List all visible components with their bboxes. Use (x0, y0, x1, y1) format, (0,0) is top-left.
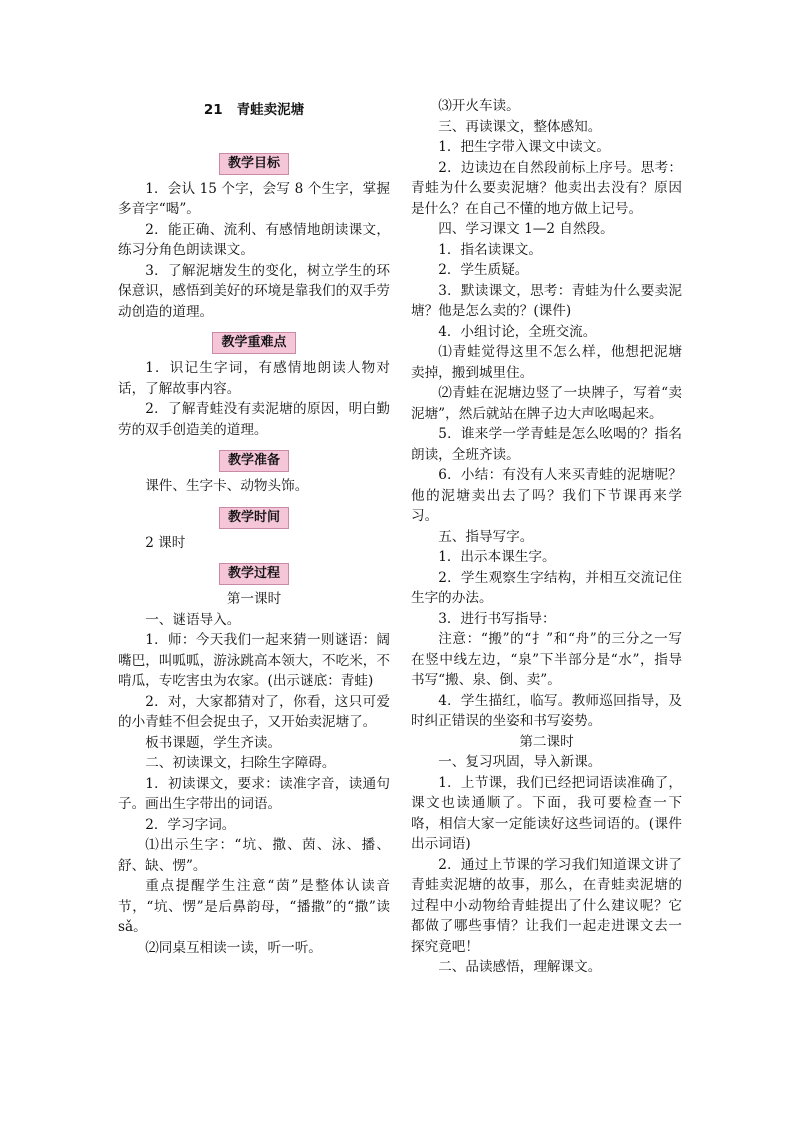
r-item-4: 2．边读边在自然段前标上序号。思考：青蛙为什么要卖泥塘？他卖出去没有？原因是什么？在自己不懂的地方做上记号。 (411, 159, 682, 217)
process-heading-row (118, 563, 390, 585)
r-item-17: 3．进行书写指导： (438, 610, 556, 627)
keypoint-1: 1．识记生字词，有感情地朗读人物对话，了解故事内容。 (118, 360, 390, 397)
step-2-item-1: 1．初读课文，要求：读准字音，读通句子。画出生字带出的词语。 (118, 775, 390, 812)
lesson-title-text: 青蛙卖泥塘 (236, 102, 305, 118)
step-2-item-2b: 重点提醒学生注意“茵”是整体认读音节，“坑、愣”是后鼻韵母，“播撒”的“撒”读 sǎ。 (118, 878, 390, 935)
keypoints-heading: 教学重难点 (212, 332, 295, 354)
keypoints-heading-row (118, 332, 390, 354)
r-item-6: 1．指名读课文。 (438, 241, 542, 258)
objective-3: 3．了解泥塘发生的变化，树立学生的环保意识，感悟到美好的环境是靠我们的双手劳动创造的道理。 (118, 262, 390, 320)
time-text: 2 课时 (145, 534, 186, 551)
r-item-19: 4．学生描红，临写。教师巡回指导，及时纠正错误的坐姿和书写姿势。 (411, 692, 682, 729)
preparation-heading: 教学准备 (219, 450, 289, 472)
step-1-item-1: 1．师：今天我们一起来猜一则谜语：阔嘴巴，叫呱呱，游泳跳高本领大，不吃米，不啃瓜，专吃害虫为农家。(出示谜底：青蛙) (118, 632, 390, 689)
r-step-4-heading: 四、学习课文 1—2 自然段。 (438, 221, 614, 237)
right-column (411, 96, 682, 978)
r-item-3: 1．把生字带入课文中读文。 (438, 139, 610, 155)
step-1-item-2: 2．对，大家都猜对了，你看，这只可爱的小青蛙不但会捉虫子，又开始卖泥塘了。 (118, 693, 390, 730)
r-item-21: 1．上节课，我们已经把词语读准确了，课文也读通顺了。下面，我可要检查一下咯，相信大家一定能读好这些词语的。(课件出示词语) (411, 774, 682, 852)
r-item-11: ⑵青蛙在泥塘边竖了一块牌子，写着“卖泥塘”，然后就站在牌子边大声吆喝起来。 (411, 385, 682, 422)
r-step-2-heading: 二、品读感悟，理解课文。 (438, 959, 602, 975)
step-2-item-2a: ⑴出示生字：“坑、撒、茵、泳、播、舒、缺、愣”。 (118, 837, 390, 874)
r-item-8: 3．默读课文，思考：青蛙为什么要卖泥塘？他是怎么卖的？(课件) (411, 282, 682, 319)
keypoint-2: 2．了解青蛙没有卖泥塘的原因，明白勤劳的双手创造美的道理。 (118, 401, 390, 438)
period-1-heading: 第一课时 (226, 591, 282, 607)
left-column (118, 96, 390, 958)
period-2-heading: 第二课时 (519, 733, 574, 750)
r-item-9: 4．小组讨论，全班交流。 (438, 323, 597, 340)
step-2-item-2: 2．学习字词。 (145, 816, 236, 833)
r-step-3-heading: 三、再读课文，整体感知。 (438, 118, 602, 135)
objectives-heading: 教学目标 (219, 153, 289, 175)
process-heading: 教学过程 (219, 563, 289, 585)
objectives-heading-row (118, 153, 390, 175)
preparation-heading-row (118, 450, 390, 472)
lesson-title (118, 100, 390, 121)
step-1-item-3: 板书课题，学生齐读。 (145, 734, 282, 751)
r-item-16: 2．学生观察生字结构，并相互交流记住生字的办法。 (411, 569, 682, 606)
r-item-15: 1．出示本课生字。 (438, 549, 556, 565)
step-2-heading: 二、初读课文，扫除生字障碍。 (145, 755, 336, 771)
time-heading: 教学时间 (219, 507, 289, 529)
r-step-1-heading: 一、复习巩固，导入新课。 (438, 754, 602, 770)
preparation-text: 课件、生字卡、动物头饰。 (145, 478, 309, 494)
r-item-7: 2．学生质疑。 (438, 262, 529, 278)
step-2-item-2c: ⑵同桌互相读一读，听一听。 (145, 939, 322, 956)
r-item-12: 5．谁来学一学青蛙是怎么吆喝的？指名朗读，全班齐读。 (411, 426, 682, 463)
r-item-10: ⑴青蛙觉得这里不怎么样，他想把泥塘卖掉，搬到城里住。 (411, 344, 682, 381)
r-item-22: 2．通过上节课的学习我们知道课文讲了青蛙卖泥塘的故事，那么，在青蛙卖泥塘的过程中小动物给青蛙提出了什么建议呢？它都做了哪些事情？让我们一起走进课文去一探究竟吧！ (411, 856, 682, 955)
objective-1: 1．会认 15 个字，会写 8 个生字，掌握多音字“喝”。 (118, 180, 390, 217)
r-item-1: ⑶开火车读。 (438, 98, 520, 114)
r-item-18: 注意：“搬”的“扌”和“舟”的三分之一写在竖中线左边，“泉”下半部分是“水”，指导书写“搬、泉、倒、卖”。 (411, 631, 682, 688)
time-heading-row (118, 507, 390, 529)
r-item-13: 6．小结：有没有人来买青蛙的泥塘呢？他的泥塘卖出去了吗？我们下节课再来学习。 (411, 467, 682, 524)
step-1-heading: 一、谜语导入。 (145, 611, 241, 628)
objective-2: 2．能正确、流利、有感情地朗读课文，练习分角色朗读课文。 (118, 221, 390, 258)
r-step-5-heading: 五、指导写字。 (438, 528, 534, 545)
lesson-number: 21 (203, 102, 223, 118)
